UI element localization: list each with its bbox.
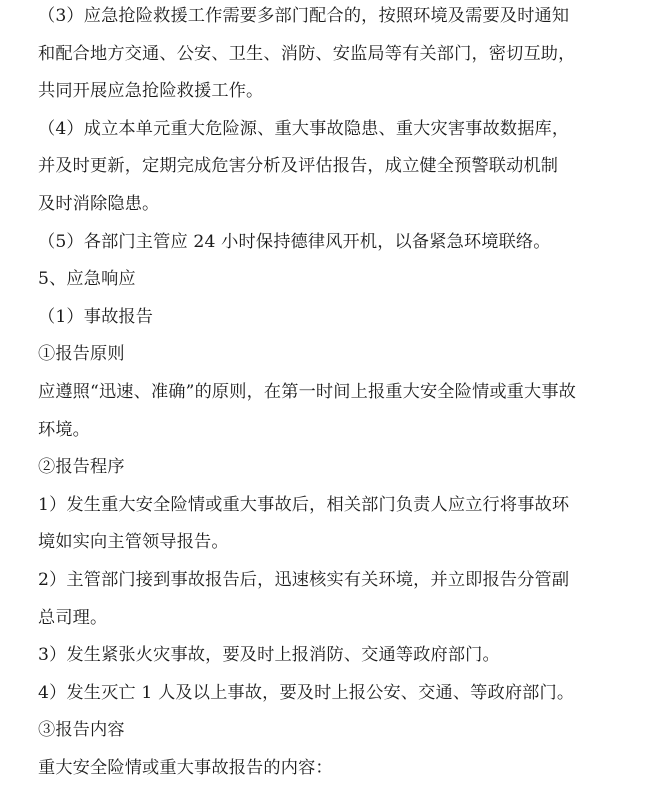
document-body — [38, 0, 648, 787]
text-line: 环境。 — [38, 419, 91, 440]
text-line: 和配合地方交通、公安、卫生、消防、安监局等有关部门，密切互助， — [38, 43, 576, 64]
text-line: 共同开展应急抢险救援工作。 — [38, 81, 264, 102]
text-line: 4）发生灭亡 1 人及以上事故，要及时上报公安、交通、等政府部门。 — [38, 682, 575, 703]
text-line: 应遵照“迅速、准确”的原则，在第一时间上报重大安全险情或重大事故 — [38, 381, 577, 402]
text-line: 重大安全险情或重大事故报告的内容： — [38, 757, 333, 778]
text-line: 1）发生重大安全险情或重大事故后，相关部门负责人应立行将事故环 — [38, 494, 570, 515]
text-line: （5）各部门主管应 24 小时保持德律风开机，以备紧急环境联络。 — [38, 231, 551, 252]
text-line: 2）主管部门接到事故报告后，迅速核实有关环境，并立即报告分管副 — [38, 569, 570, 590]
text-line: 并及时更新，定期完成危害分析及评估报告，成立健全预警联动机制 — [38, 156, 559, 177]
subsection-heading: （1）事故报告 — [38, 306, 154, 327]
section-heading: 5、应急响应 — [38, 269, 136, 290]
item-heading: ①报告原则 — [38, 344, 125, 365]
text-line: （3）应急抢险救援工作需要多部门配合的，按照环境及需要及时通知 — [38, 6, 570, 26]
text-line: 及时消除隐患。 — [38, 193, 160, 214]
text-line: 总司理。 — [38, 607, 108, 628]
item-heading: ③报告内容 — [38, 720, 125, 741]
text-line: 境如实向主管领导报告。 — [38, 532, 229, 553]
item-heading: ②报告程序 — [38, 457, 125, 478]
text-line: （4）成立本单元重大危险源、重大事故隐患、重大灾害事故数据库， — [38, 118, 570, 139]
text-line: 3）发生紧张火灾事故，要及时上报消防、交通等政府部门。 — [38, 645, 500, 666]
